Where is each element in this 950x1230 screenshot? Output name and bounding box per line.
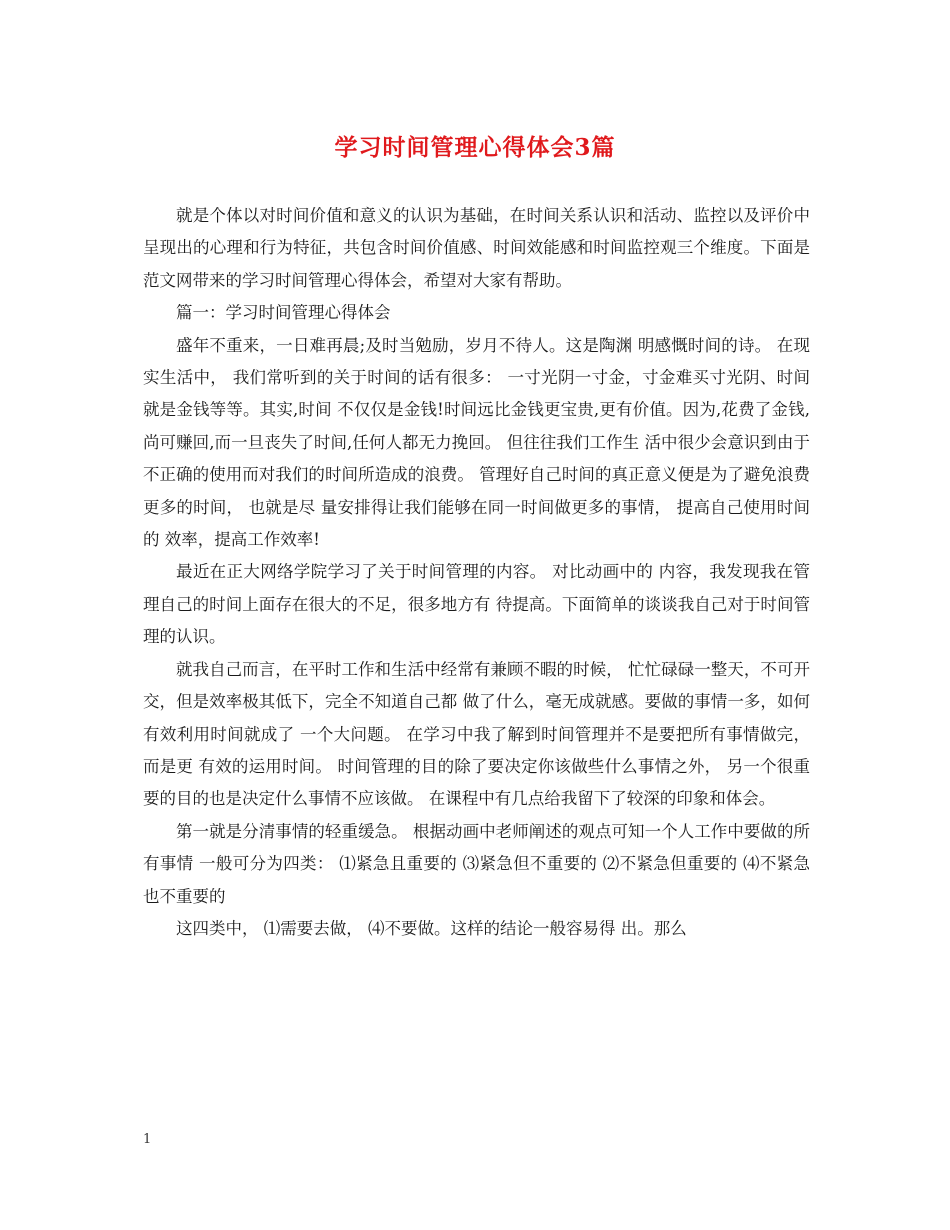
- document-title: 学习时间管理心得体会3篇: [334, 134, 616, 161]
- paragraph: 最近在正大网络学院学习了关于时间管理的内容。 对比动画中的 内容，我发现我在管理自己的时间上面存在很大的不足，很多地方有 待提高。下面简单的谈谈我自己对于时间管理的认识。: [143, 562, 810, 647]
- paragraph: 第一就是分清事情的轻重缓急。 根据动画中老师阐述的观点可知一个人工作中要做的所有事情 一般可分为四类： ⑴紧急且重要的 ⑶紧急但不重要的 ⑵不紧急但重要的 ⑷不紧急也不重要的: [143, 821, 810, 906]
- document-body: [143, 200, 810, 945]
- paragraph: 这四类中， ⑴需要去做， ⑷不要做。这样的结论一般容易得 出。那么: [176, 918, 687, 938]
- section-heading: 篇一：学习时间管理心得体会: [176, 303, 391, 323]
- paragraph-intro: 就是个体以对时间价值和意义的认识为基础，在时间关系认识和活动、监控以及评价中呈现出的心理和行为特征，共包含时间价值感、时间效能感和时间监控观三个维度。下面是范文网带来的学习时间管理心得体会，希望对大家有帮助。: [143, 206, 810, 290]
- paragraph: 就我自己而言，在平时工作和生活中经常有兼顾不暇的时候， 忙忙碌碌一整天，不可开交，但是效率极其低下，完全不知道自己都 做了什么，毫无成就感。要做的事情一多，如何有效利用时间就成了 一个大问题。 在学习中我了解到时间管理并不是要把所有事情做完，而是更 有效的运用时间。 时间管理的目的除了要决定你该做些什么事情之外， 另一个很重要的目的也是决定什么事情不应该做。 在课程中有几点给我留下了较深的印象和体会。: [143, 659, 810, 809]
- paragraph: 盛年不重来，一日难再晨;及时当勉励，岁月不待人。这是陶渊 明感慨时间的诗。 在现实生活中， 我们常听到的关于时间的话有很多： 一寸光阴一寸金，寸金难买寸光阴、时间就是金钱等等。其实,时间 不仅仅是金钱!时间远比金钱更宝贵,更有价值。因为,花费了金钱, 尚可赚回,而一旦丧失了时间,任何人都无力挽回。 但往往我们工作生 活中很少会意识到由于不正确的使用而对我们的时间所造成的浪费。 管理好自己时间的真正意义便是为了避免浪费更多的时间， 也就是尽 量安排得让我们能够在同一时间做更多的事情， 提高自己使用时间的 效率，提高工作效率!: [143, 335, 810, 550]
- page-number: 1: [143, 1132, 152, 1147]
